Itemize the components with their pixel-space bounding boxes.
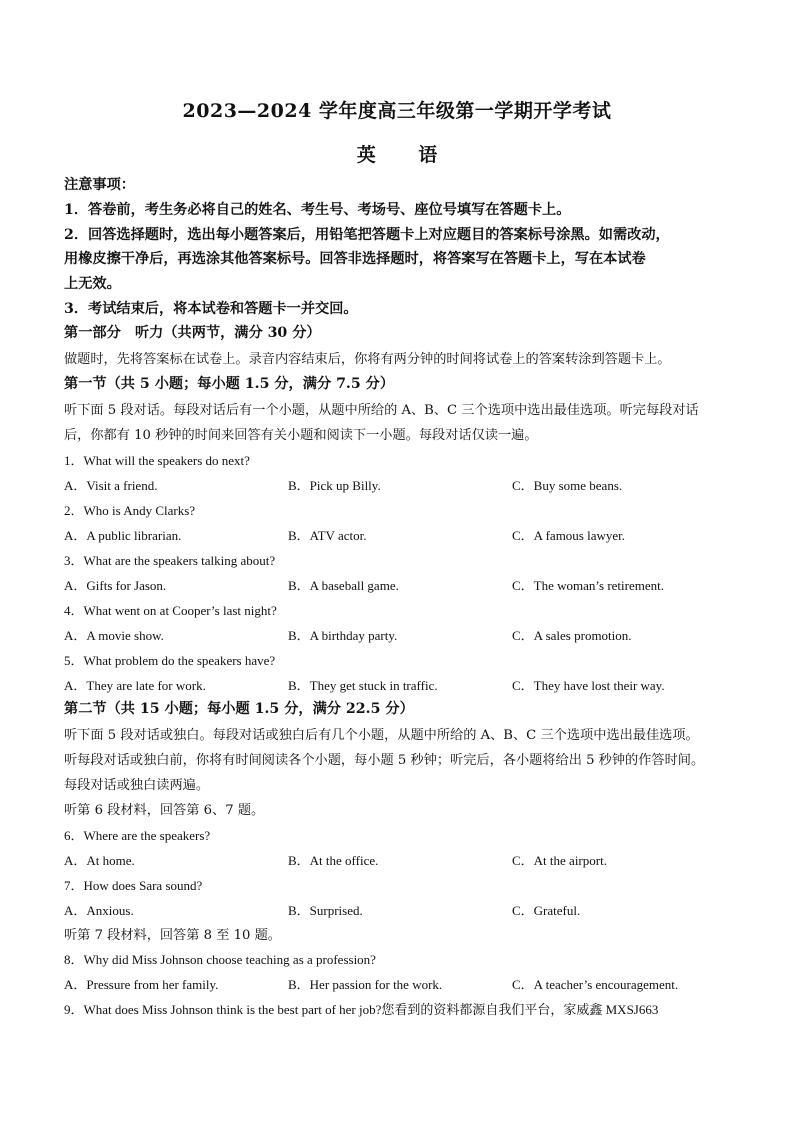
option-7b: B．Surprised. <box>288 903 363 918</box>
question-5: 5．What problem do the speakers have? <box>64 653 276 668</box>
option-8c: C．A teacher’s encouragement. <box>512 977 679 992</box>
section2-instruction-line-2: 听每段对话或独白前，你将有时间阅读各个小题，每小题 5 秒钟；听完后，各小题将给出 5 秒钟的作答时间。 <box>64 753 705 768</box>
question-4: 4．What went on at Cooper’s last night? <box>64 603 277 618</box>
option-4c: C．A sales promotion. <box>512 628 632 643</box>
material-6-note: 听第 6 段材料，回答第 6、7 题。 <box>64 803 265 818</box>
subject-title: 英 语 <box>356 144 438 166</box>
section1-heading: 第一节（共 5 小题；每小题 1.5 分，满分 7.5 分） <box>64 376 395 392</box>
question-8: 8．Why did Miss Johnson choose teaching as a profession? <box>64 952 376 967</box>
option-6a: A．At home. <box>64 853 135 868</box>
option-5b: B．They get stuck in traffic. <box>288 678 438 693</box>
note-item-2-line-1: 2．回答选择题时，选出每小题答案后，用铅笔把答题卡上对应题目的答案标号涂黑。如需改动， <box>64 227 670 243</box>
option-1b: B．Pick up Billy. <box>288 478 381 493</box>
note-item-3: 3．考试结束后，将本试卷和答题卡一并交回。 <box>64 301 358 317</box>
material-7-note: 听第 7 段材料，回答第 8 至 10 题。 <box>64 928 281 943</box>
question-7: 7．How does Sara sound? <box>64 878 203 893</box>
section1-instruction-line-1: 听下面 5 段对话。每段对话后有一个小题，从题中所给的 A、B、C 三个选项中选出最佳选项。听完每段对话 <box>64 403 699 418</box>
option-3b: B．A baseball game. <box>288 578 399 593</box>
option-3c: C．The woman’s retirement. <box>512 578 664 593</box>
note-item-2-line-2: 用橡皮擦干净后，再选涂其他答案标号。回答非选择题时，将答案写在答题卡上，写在本试卷 <box>64 251 646 267</box>
option-2c: C．A famous lawyer. <box>512 528 626 543</box>
note-item-2-line-3: 上无效。 <box>64 276 121 292</box>
option-7a: A．Anxious. <box>64 903 134 918</box>
option-7c: C．Grateful. <box>512 903 581 918</box>
part1-heading: 第一部分 听力（共两节，满分 30 分） <box>64 325 321 341</box>
option-3a: A．Gifts for Jason. <box>64 578 167 593</box>
question-3: 3．What are the speakers talking about? <box>64 553 276 568</box>
option-8a: A．Pressure from her family. <box>64 977 219 992</box>
question-1: 1．What will the speakers do next? <box>64 453 250 468</box>
notes-heading: 注意事项： <box>64 177 135 193</box>
option-2b: B．ATV actor. <box>288 528 367 543</box>
section2-heading: 第二节（共 15 小题；每小题 1.5 分，满分 22.5 分） <box>64 701 414 717</box>
option-6c: C．At the airport. <box>512 853 607 868</box>
option-4a: A．A movie show. <box>64 628 164 643</box>
option-5a: A．They are late for work. <box>64 678 206 693</box>
option-2a: A．A public librarian. <box>64 528 182 543</box>
section2-instruction-line-3: 每段对话或独白读两遍。 <box>64 778 210 793</box>
section1-instruction-line-2: 后，你都有 10 秒钟的时间来回答有关小题和阅读下一小题。每段对话仅读一遍。 <box>64 428 538 443</box>
question-9: 9．What does Miss Johnson think is the best part of her job?您看到的资料都源自我们平台，家威鑫 MXSJ663 <box>64 1002 659 1017</box>
option-1a: A．Visit a friend. <box>64 478 158 493</box>
note-item-1: 1．答卷前，考生务必将自己的姓名、考生号、考场号、座位号填写在答题卡上。 <box>64 202 571 218</box>
option-6b: B．At the office. <box>288 853 379 868</box>
option-5c: C．They have lost their way. <box>512 678 665 693</box>
exam-title: 2023—2024 学年度高三年级第一学期开学考试 <box>182 100 612 122</box>
option-4b: B．A birthday party. <box>288 628 398 643</box>
question-6: 6．Where are the speakers? <box>64 828 211 843</box>
option-1c: C．Buy some beans. <box>512 478 623 493</box>
question-2: 2．Who is Andy Clarks? <box>64 503 196 518</box>
part1-instruction: 做题时，先将答案标在试卷上。录音内容结束后，你将有两分钟的时间将试卷上的答案转涂到答题卡上。 <box>64 352 671 367</box>
option-8b: B．Her passion for the work. <box>288 977 443 992</box>
section2-instruction-line-1: 听下面 5 段对话或独白。每段对话或独白后有几个小题，从题中所给的 A、B、C 三个选项中选出最佳选项。 <box>64 728 699 743</box>
